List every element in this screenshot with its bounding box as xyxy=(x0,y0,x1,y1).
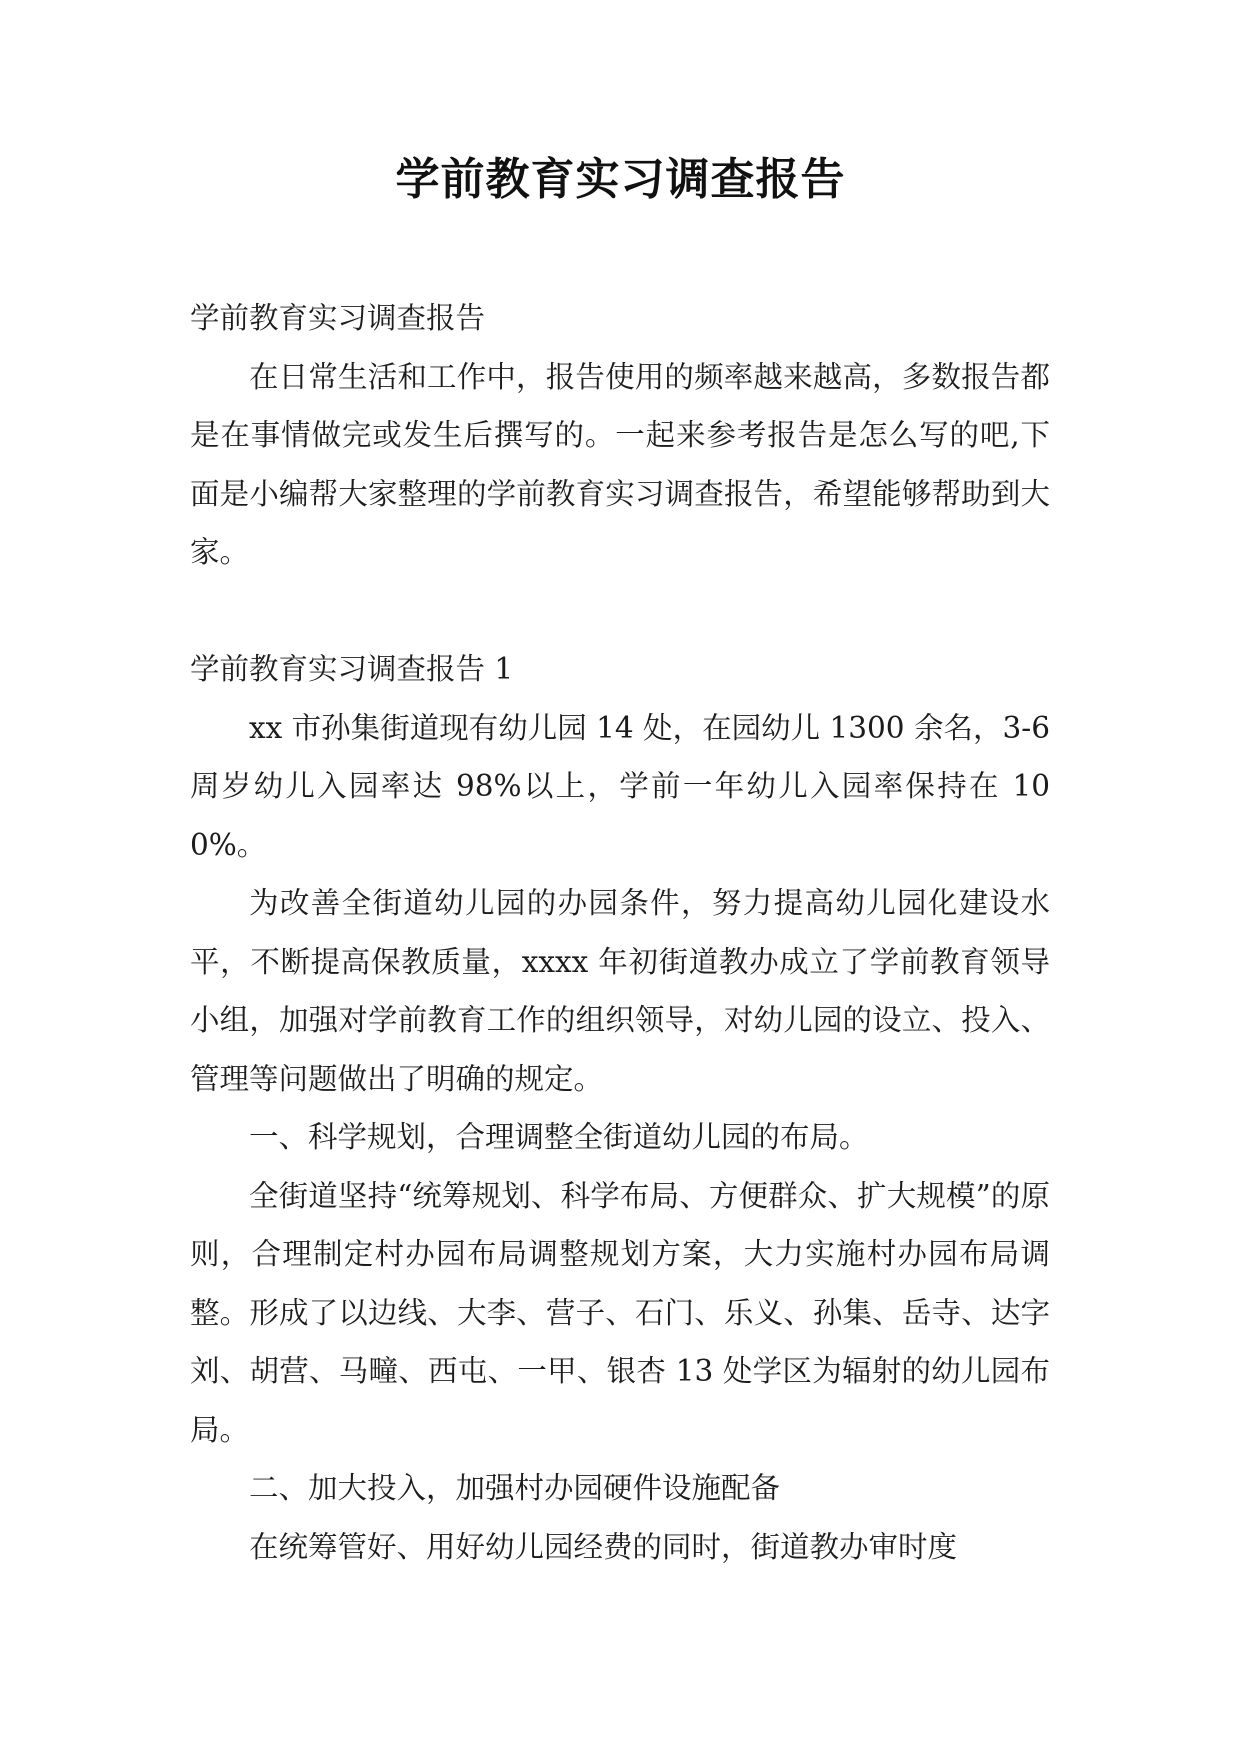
intro-paragraph: 在日常生活和工作中，报告使用的频率越来越高，多数报告都是在事情做完或发生后撰写的。一起来参考报告是怎么写的吧,下面是小编帮大家整理的学前教育实习调查报告，希望能够帮助到大家。 xyxy=(190,359,1050,569)
document-title: 学前教育实习调查报告 xyxy=(395,154,846,205)
subheading-2: 二、加大投入，加强村办园硬件设施配备 xyxy=(249,1471,781,1505)
body-paragraph: 为改善全街道幼儿园的办园条件，努力提高幼儿园化建设水平，不断提高保教质量，xxxx 年初街道教办成立了学前教育领导小组，加强对学前教育工作的组织领导，对幼儿园的设立、投入、管理等问题做出了明确的规定。 xyxy=(190,886,1050,1096)
section-title: 学前教育实习调查报告 1 xyxy=(190,652,514,686)
body-paragraph: xx 市孙集街道现有幼儿园 14 处，在园幼儿 1300 余名，3-6 周岁幼儿入园率达 98%以上，学前一年幼儿入园率保持在 100%。 xyxy=(190,710,1050,862)
body-paragraph: 在统筹管好、用好幼儿园经费的同时，街道教办审时度 xyxy=(249,1529,958,1564)
document-body xyxy=(190,289,1050,1576)
document-subtitle: 学前教育实习调查报告 xyxy=(190,301,486,335)
subheading-1: 一、科学规划，合理调整全街道幼儿园的布局。 xyxy=(249,1120,869,1154)
body-paragraph: 全街道坚持“统筹规划、科学布局、方便群众、扩大规模”的原则，合理制定村办园布局调整规划方案，大力实施村办园布局调整。形成了以边线、大李、营子、石门、乐义、孙集、岳寺、达字刘、胡营、马疃、西屯、一甲、银杏 13 处学区为辐射的幼儿园布局。 xyxy=(190,1178,1050,1447)
